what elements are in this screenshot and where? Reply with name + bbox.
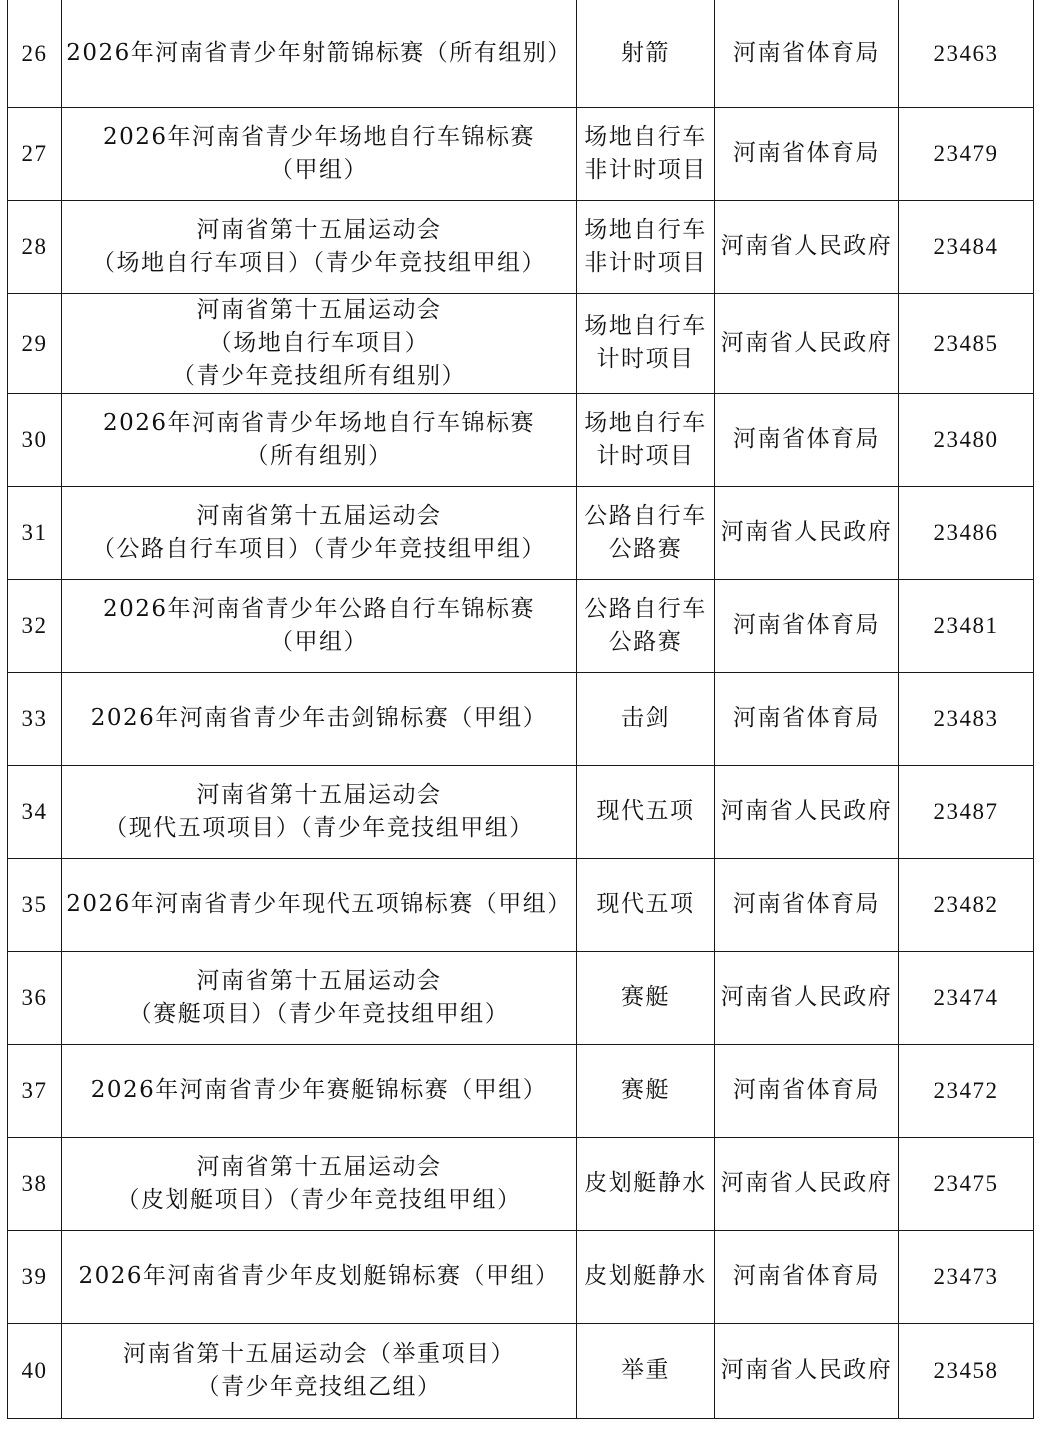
event-code-cell: 23472 [899, 1044, 1034, 1137]
sport-cell-line: 场地自行车 [584, 409, 707, 436]
row-number-cell: 29 [8, 293, 62, 393]
event-name-cell [62, 1044, 577, 1137]
event-name-cell-line: （赛艇项目）（青少年竞技组甲组） [128, 1000, 510, 1027]
event-name-cell [62, 951, 577, 1044]
row-number-cell: 36 [8, 951, 62, 1044]
row-number-cell: 28 [8, 200, 62, 293]
event-name-cell-line: 河南省第十五届运动会 [196, 216, 442, 243]
event-name-cell-line: 河南省第十五届运动会 [196, 967, 442, 994]
event-code-cell: 23480 [899, 393, 1034, 486]
event-name-cell-line: （现代五项项目）（青少年竞技组甲组） [104, 814, 534, 841]
row-number-cell: 37 [8, 1044, 62, 1137]
event-code-cell: 23482 [899, 858, 1034, 951]
sport-cell-line: 场地自行车 [584, 313, 707, 339]
row-number-cell: 30 [8, 393, 62, 486]
row-number-cell: 26 [8, 0, 62, 107]
sport-cell-line: 现代五项 [596, 798, 695, 824]
organizer-cell: 河南省人民政府 [715, 765, 899, 858]
table-row [8, 486, 1034, 579]
sport-cell-line: 计时项目 [596, 346, 695, 372]
table-row [8, 1137, 1034, 1230]
event-code-cell: 23474 [899, 951, 1034, 1044]
table-body [8, 0, 1034, 1418]
event-code-cell: 23487 [899, 765, 1034, 858]
event-name-cell-line: 2026年河南省青少年皮划艇锦标赛（甲组） [78, 1263, 560, 1289]
event-name-cell-line: 2026年河南省青少年击剑锦标赛（甲组） [90, 705, 548, 731]
sport-cell [577, 486, 715, 579]
table-row [8, 393, 1034, 486]
table-row [8, 1044, 1034, 1137]
sport-cell [577, 858, 715, 951]
organizer-cell: 河南省体育局 [715, 1230, 899, 1323]
organizer-cell: 河南省人民政府 [715, 486, 899, 579]
event-name-cell-line: （青少年竞技组乙组） [196, 1373, 442, 1400]
event-name-cell [62, 765, 577, 858]
sport-cell-line: 击剑 [621, 705, 670, 731]
event-name-cell-line: 河南省第十五届运动会 [196, 1153, 442, 1180]
row-number-cell: 33 [8, 672, 62, 765]
event-name-cell-line: 2026年河南省青少年射箭锦标赛（所有组别） [66, 39, 572, 66]
event-name-cell-line: （公路自行车项目）（青少年竞技组甲组） [92, 535, 546, 562]
event-code-cell: 23458 [899, 1323, 1034, 1418]
sport-cell-line: 公路赛 [608, 628, 683, 655]
sport-cell-line: 公路自行车 [584, 502, 707, 529]
organizer-cell: 河南省体育局 [715, 1044, 899, 1137]
sport-cell-line: 射箭 [621, 39, 670, 66]
sport-cell-line: 非计时项目 [584, 156, 707, 183]
row-number-cell: 35 [8, 858, 62, 951]
event-name-cell-line: （所有组别） [245, 442, 393, 469]
sport-cell-line: 公路自行车 [584, 595, 707, 622]
sport-cell-line: 举重 [621, 1357, 670, 1383]
event-code-cell: 23484 [899, 200, 1034, 293]
organizer-cell: 河南省体育局 [715, 579, 899, 672]
row-number-cell: 40 [8, 1323, 62, 1418]
sport-cell [577, 107, 715, 200]
table-row [8, 1230, 1034, 1323]
organizer-cell: 河南省体育局 [715, 393, 899, 486]
event-name-cell [62, 672, 577, 765]
event-name-cell-line: （甲组） [270, 628, 368, 655]
event-name-cell [62, 393, 577, 486]
event-name-cell-line: 2026年河南省青少年场地自行车锦标赛 [102, 409, 536, 436]
event-name-cell-line: 河南省第十五届运动会 [196, 781, 442, 808]
sport-cell [577, 1230, 715, 1323]
table-row [8, 293, 1034, 393]
organizer-cell: 河南省体育局 [715, 107, 899, 200]
event-name-cell [62, 486, 577, 579]
sport-cell-line: 非计时项目 [584, 249, 707, 276]
sport-cell [577, 579, 715, 672]
table-row [8, 0, 1034, 107]
document-page [7, 0, 1033, 1419]
event-name-cell [62, 579, 577, 672]
row-number-cell: 32 [8, 579, 62, 672]
event-name-cell [62, 200, 577, 293]
event-name-cell-line: 2026年河南省青少年公路自行车锦标赛 [102, 595, 536, 622]
event-name-cell [62, 1230, 577, 1323]
event-code-cell: 23486 [899, 486, 1034, 579]
table-row [8, 200, 1034, 293]
event-name-cell [62, 1323, 577, 1418]
event-name-cell-line: （甲组） [270, 156, 368, 183]
event-code-cell: 23483 [899, 672, 1034, 765]
row-number-cell: 39 [8, 1230, 62, 1323]
event-code-cell: 23463 [899, 0, 1034, 107]
sport-cell-line: 计时项目 [596, 442, 695, 469]
row-number-cell: 34 [8, 765, 62, 858]
event-name-cell-line: 2026年河南省青少年现代五项锦标赛（甲组） [66, 891, 572, 917]
event-name-cell-line: 2026年河南省青少年赛艇锦标赛（甲组） [90, 1077, 548, 1103]
event-name-cell-line: （场地自行车项目）（青少年竞技组甲组） [92, 249, 546, 276]
table-row [8, 1323, 1034, 1418]
sport-cell [577, 672, 715, 765]
sport-cell-line: 公路赛 [608, 535, 683, 562]
event-name-cell [62, 293, 577, 393]
table-row [8, 858, 1034, 951]
sport-cell-line: 赛艇 [621, 984, 670, 1010]
sport-cell [577, 200, 715, 293]
event-name-cell-line: （青少年竞技组所有组别） [172, 362, 466, 389]
table-row [8, 765, 1034, 858]
organizer-cell: 河南省体育局 [715, 0, 899, 107]
organizer-cell: 河南省体育局 [715, 672, 899, 765]
table-row [8, 107, 1034, 200]
event-code-cell: 23479 [899, 107, 1034, 200]
sport-cell-line: 皮划艇静水 [584, 1170, 707, 1196]
sport-cell [577, 951, 715, 1044]
table-row [8, 579, 1034, 672]
event-name-cell [62, 1137, 577, 1230]
event-name-cell-line: （皮划艇项目）（青少年竞技组甲组） [116, 1186, 522, 1213]
row-number-cell: 31 [8, 486, 62, 579]
sport-cell [577, 393, 715, 486]
organizer-cell: 河南省人民政府 [715, 200, 899, 293]
event-code-cell: 23485 [899, 293, 1034, 393]
table-row [8, 672, 1034, 765]
sport-cell [577, 0, 715, 107]
event-name-cell-line: （场地自行车项目） [208, 329, 430, 356]
organizer-cell: 河南省体育局 [715, 858, 899, 951]
event-code-cell: 23473 [899, 1230, 1034, 1323]
organizer-cell: 河南省人民政府 [715, 1137, 899, 1230]
sport-cell [577, 293, 715, 393]
event-name-cell-line: 河南省第十五届运动会 [196, 296, 442, 323]
sport-cell [577, 1044, 715, 1137]
organizer-cell: 河南省人民政府 [715, 1323, 899, 1418]
event-name-cell-line: 2026年河南省青少年场地自行车锦标赛 [102, 123, 536, 150]
sport-cell-line: 场地自行车 [584, 216, 707, 243]
sport-cell [577, 1137, 715, 1230]
competition-table [7, 0, 1034, 1419]
sport-cell [577, 765, 715, 858]
event-name-cell [62, 0, 577, 107]
sport-cell-line: 皮划艇静水 [584, 1263, 707, 1289]
table-row [8, 951, 1034, 1044]
sport-cell-line: 场地自行车 [584, 123, 707, 150]
event-name-cell [62, 858, 577, 951]
event-name-cell-line: 河南省第十五届运动会 [196, 502, 442, 529]
sport-cell-line: 赛艇 [621, 1077, 670, 1103]
row-number-cell: 27 [8, 107, 62, 200]
event-code-cell: 23475 [899, 1137, 1034, 1230]
organizer-cell: 河南省人民政府 [715, 293, 899, 393]
event-name-cell-line: 河南省第十五届运动会（举重项目） [123, 1340, 515, 1367]
sport-cell-line: 现代五项 [596, 891, 695, 917]
sport-cell [577, 1323, 715, 1418]
row-number-cell: 38 [8, 1137, 62, 1230]
event-name-cell [62, 107, 577, 200]
event-code-cell: 23481 [899, 579, 1034, 672]
organizer-cell: 河南省人民政府 [715, 951, 899, 1044]
